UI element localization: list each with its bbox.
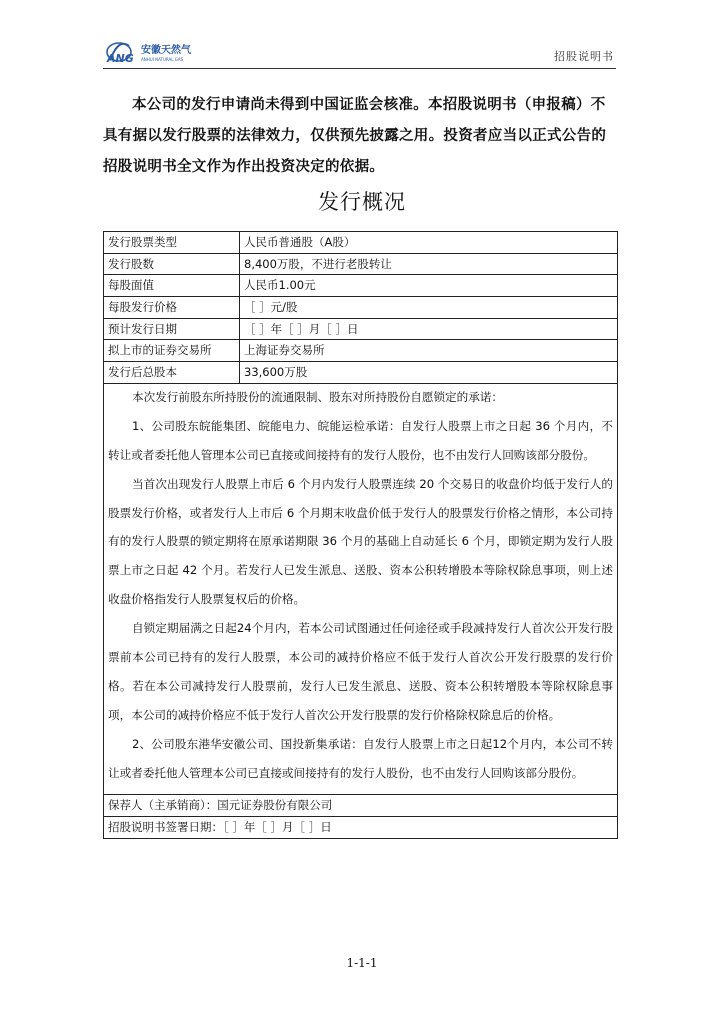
row-label: 发行后总股本 bbox=[104, 362, 240, 383]
logo-mark: ANG bbox=[107, 52, 134, 65]
company-logo bbox=[105, 36, 215, 66]
logo-sub: ANHUI NATURAL GAS bbox=[141, 57, 184, 62]
sign-date-row: 招股说明书签署日期：［ ］年［ ］月［ ］日 bbox=[108, 819, 332, 834]
row-label: 预计发行日期 bbox=[104, 319, 240, 340]
page-number: 1-1-1 bbox=[346, 956, 378, 970]
lockup-paragraph: 1、公司股东皖能集团、皖能电力、皖能运检承诺：自发行人股票上市之日起 36 个月内，不转让或者委托他人管理本公司已直接或间接持有的发行人股份，也不由发行人回购该部分股份。 bbox=[108, 418, 613, 462]
table-row bbox=[104, 362, 617, 384]
overview-table bbox=[103, 231, 618, 839]
lockup-paragraph: 2、公司股东港华安徽公司、国投新集承诺：自发行人股票上市之日起12个月内，本公司不转让或者委托他人管理本公司已直接或间接持有的发行人股份，也不由发行人回购该部分股份。 bbox=[108, 736, 613, 780]
table-row bbox=[104, 232, 617, 254]
table-row bbox=[104, 319, 617, 341]
lockup-intro: 本次发行前股东所持股份的流通限制、股东对所持股份自愿锁定的承诺： bbox=[132, 389, 504, 404]
row-value: 8,400万股，不进行老股转让 bbox=[244, 256, 392, 271]
table-row bbox=[104, 254, 617, 276]
page-header bbox=[103, 36, 616, 69]
table-row bbox=[104, 297, 617, 319]
page-title: 发行概况 bbox=[318, 190, 406, 214]
row-value: 33,600万股 bbox=[244, 365, 308, 380]
lockup-commitments bbox=[104, 384, 617, 795]
table-row bbox=[104, 340, 617, 362]
row-value: ［ ］元/股 bbox=[244, 300, 298, 315]
row-label: 拟上市的证券交易所 bbox=[104, 340, 240, 361]
disclaimer-notice: 本公司的发行申请尚未得到中国证监会核准。本招股说明书（申报稿）不具有据以发行股票的法律效力，仅供预先披露之用。投资者应当以正式公告的招股说明书全文作为作出投资决定的依据。 bbox=[103, 97, 607, 175]
row-label: 发行股数 bbox=[104, 254, 240, 275]
row-value: 上海证券交易所 bbox=[244, 343, 325, 358]
row-value: 人民币1.00元 bbox=[244, 278, 316, 293]
row-label: 每股面值 bbox=[104, 275, 240, 296]
row-value: ［ ］年［ ］月［ ］日 bbox=[244, 321, 359, 336]
lockup-paragraph: 当首次出现发行人股票上市后 6 个月内发行人股票连续 20 个交易日的收盘价均低于发行人的股票发行价格，或者发行人上市后 6 个月期末收盘价低于发行人的股票发行价格之情形，本公司持有的发行人股票的锁定期将在原承诺期限 36 个月的基础上自动延长 6 个月，即锁定期为发行人股票上市之日起 42 个月。若发行人已发生派息、送股、资本公积转增股本等除权除息事项，则上述收盘价格指发行人股票复权后的价格。 bbox=[108, 476, 613, 607]
row-label: 发行股票类型 bbox=[104, 232, 240, 253]
lockup-paragraph: 自锁定期届满之日起24个月内，若本公司试图通过任何途径或手段减持发行人首次公开发行股票前本公司已持有的发行人股票，本公司的减持价格应不低于发行人首次公开发行股票的发行价格。若在本公司减持发行人股票前，发行人已发生派息、送股、资本公积转增股本等除权除息事项，本公司的减持价格应不低于发行人首次公开发行股票的发行价格除权除息后的价格。 bbox=[108, 621, 613, 722]
document-type-label: 招股说明书 bbox=[554, 50, 614, 63]
logo-name: 安徽天然气 bbox=[141, 45, 191, 56]
row-value: 人民币普通股（A股） bbox=[244, 235, 356, 249]
row-label: 每股发行价格 bbox=[104, 297, 240, 318]
sponsor-row: 保荐人（主承销商）：国元证券股份有限公司 bbox=[104, 795, 617, 817]
table-row bbox=[104, 275, 617, 297]
